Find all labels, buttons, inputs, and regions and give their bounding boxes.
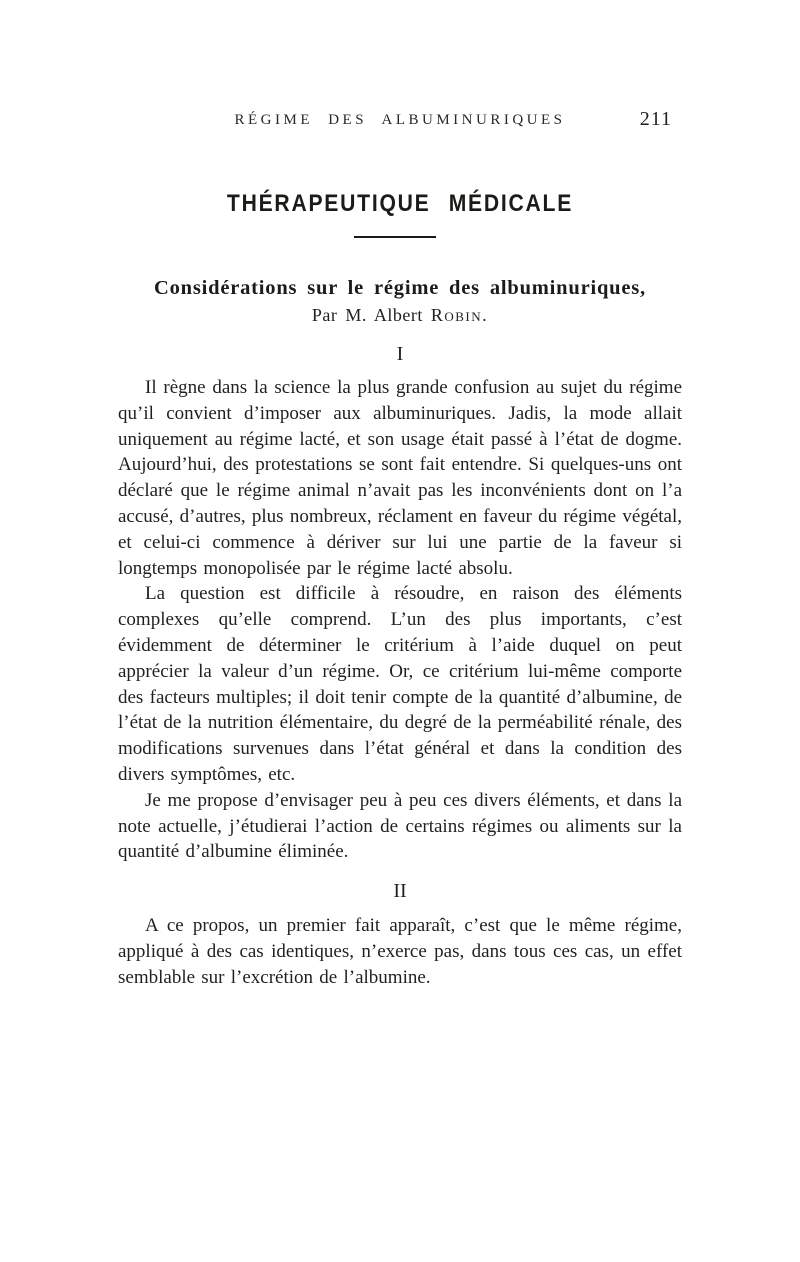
section-numeral-1: I (396, 343, 404, 365)
paragraph: A ce propos, un premier fait apparaît, c’est que le même régime, appliqué à des cas identiques, n’exerce pas, dans tous ces cas, un effet semblable sur l’excrétion de l’albumine. (118, 915, 682, 988)
byline (0, 305, 800, 326)
paragraph: Il règne dans la science la plus grande confusion au sujet du régime qu’il convient d’imposer aux albuminuriques. Jadis, la mode allait uniquement au régime lacté, et son usage était passé à l’état de dogme. Aujourd’hui, des protestations se sont fait entendre. Si quelques-uns ont déclaré que le régime animal n’avait pas les inconvénients dont on l’a accusé, d’autres, plus nombreux, réclament en faveur du régime végétal, et celui-ci commence à dériver sur lui une partie de la faveur si longtemps monopolisée par le régime lacté absolu. (118, 377, 682, 579)
section-numeral-2: II (393, 880, 407, 903)
byline-prefix: Par M. Albert (311, 305, 423, 325)
page-number: 211 (639, 108, 672, 130)
article-title: Considérations sur le régime des albuminuriques, (154, 277, 646, 299)
paragraph: La question est difficile à résoudre, en raison des éléments complexes qu’elle comprend. L’un des plus importants, c’est évidemment de déterminer le critérium à l’aide duquel on peut apprécier la valeur d’un régime. Or, ce critérium lui-même comporte des facteurs multiples; il doit tenir compte de la quantité d’albumine, de l’état de la nutrition élémentaire, du degré de la perméabilité rénale, des modifications survenues dans l’état général et dans la condition des divers symptômes, etc. (118, 583, 682, 785)
heading-divider-rule (354, 236, 436, 238)
running-header (118, 108, 682, 136)
running-title: RÉGIME DES ALBUMINURIQUES (234, 112, 566, 128)
chapter-heading: THÉRAPEUTIQUE MÉDICALE (226, 190, 574, 217)
article-body (118, 341, 682, 991)
author-name: Robin. (430, 305, 489, 325)
paragraph: Je me propose d’envisager peu à peu ces divers éléments, et dans la note actuelle, j’étudierai l’action de certains régimes ou aliments sur la quantité d’albumine éliminée. (118, 789, 682, 863)
